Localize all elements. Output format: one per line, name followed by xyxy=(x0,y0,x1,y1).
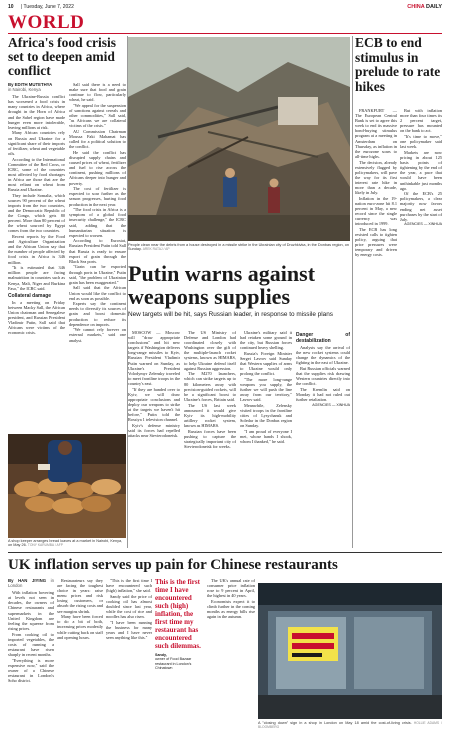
putin-deck: New targets will be hit, says Russian leader, in response to missile plans xyxy=(128,311,333,318)
africa-column-2 xyxy=(69,82,126,428)
closing-down-illustration xyxy=(258,583,442,719)
paragraph: According to Eurostat, Russian President Putin told Sall that Russia is ready to ensure export of grain through the Black Sea ports. xyxy=(69,238,126,264)
uk-photo-caption xyxy=(258,721,442,730)
paragraph: But Russian officials warned that the supplies risk drawing Western countries directly into the conflict. xyxy=(296,365,350,387)
paragraph: "Grain can be exported through ports in Ukraine," Putin said, "the problem of Ukrainian grain has been exaggerated." xyxy=(69,264,126,285)
paragraph: AU Commission Chairman Moussa Faki Mahamat has called for a political solution to the conflict. xyxy=(69,129,126,150)
paragraph: Recent reports by the Food and Agriculture Organization and the African Union say that the number of people affected by food crisis in Africa is 346 million. xyxy=(8,234,65,265)
putin-column-2 xyxy=(184,330,236,548)
paragraph: The cost of fertilizer is expected to soar further as the season progresses, hurting food production in the next year. xyxy=(69,186,126,207)
bread-market-photo xyxy=(8,434,126,538)
uk-location: in London xyxy=(8,578,54,589)
paragraph: Kyiv's defense ministry said its forces had repelled attacks near Sievierodonetsk. xyxy=(128,422,180,439)
uk-byline xyxy=(8,578,54,588)
paragraph: From cooking oil to imported vegetables, the costs of running a restaurant have risen sharply in recent months. xyxy=(8,631,54,657)
pull-quote-role: owner of Food Bazaar restaurant in London's Chinatown xyxy=(155,657,192,671)
caption-text: A "closing down" sign in a shop in London on May 18 amid the cost-of-living crisis. xyxy=(258,721,412,725)
section-rule xyxy=(8,33,442,34)
paragraph: Markets are now pricing in about 125 basis points of tightening by the end of the year, a pace that would have been unthinkable just months ago. xyxy=(400,149,442,191)
africa-byline xyxy=(8,82,65,92)
paragraph: "We appeal for the suspension of sanctions against cereals and other commodities," Sall said, "as Africans we are collateral victims of the crisis." xyxy=(69,102,126,129)
destroyed-house-photo xyxy=(128,37,350,241)
putin-photo-caption xyxy=(128,243,350,252)
pull-quote-name: Sandy, xyxy=(155,653,167,657)
paragraph: But with inflation more than four times its 2 percent target, pressure has mounted on the bank to act. xyxy=(400,108,442,134)
paragraph: Of the ECB's 25 policymakers, a clear majority now favors ending net asset purchases by the start of July. xyxy=(400,191,442,222)
photo-credit: AREK RATAJ / AP xyxy=(142,247,170,252)
uk-column-1 xyxy=(8,578,54,738)
paragraph: Meanwhile, Zelensky visited troops in the frontline cities of Lysychansk and Soledar in the Donbas region on Sunday. xyxy=(240,403,292,429)
paragraph: The ECB has long resisted calls to tighten policy, arguing that price pressures were temporary and driven by energy costs. xyxy=(355,226,397,258)
africa-headline: Africa's food crisis set to deepen amid conflict xyxy=(8,35,116,78)
paragraph: The Ukraine-Russia conflict has worsened a food crisis in many countries in Africa, where drought in the Horn of Africa and the Sahel region have made hunger even more intolerable, leaving millions at risk. xyxy=(8,94,65,130)
ecb-headline: ECB to end stimulus in prelude to rate hikes xyxy=(355,35,441,94)
paragraph: Inflation in the 19-nation euro-zone hit 8.1 percent in May, a new record since the single currency was introduced in 1999. xyxy=(355,195,397,227)
uk-column-4 xyxy=(207,578,255,738)
paragraph: "We cannot rely forever on external markets," said one analyst. xyxy=(69,327,126,343)
photo-credit: HOLLIE ADAMS / BLOOMBERG xyxy=(258,721,442,730)
paragraph: Russian forces have been pushing to capture the strategically important city of Sievierodonetsk for weeks. xyxy=(184,428,236,449)
paragraph: He said the conflict has disrupted supply chains and caused prices of wheat, fertilizer and fuel to rise across the continent, pushing millions of Africans deeper into hunger and poverty. xyxy=(69,150,126,186)
paragraph: Russia's Foreign Minister Sergei Lavrov said Sunday that Western supplies of arms to Ukraine would only prolong the conflict. xyxy=(240,350,292,377)
paragraph: "I have been running the business for many years and I have never seen anything like this." xyxy=(106,619,152,641)
paragraph: "This is the first time I have encountered such (high) inflation," she said. xyxy=(106,578,152,594)
paragraph: "If they are handed over to Kyiv, we will draw appropriate conclusions and deploy our weapons to strike at the targets we haven't hit before," Putin told the Rossiya 1 television channel. xyxy=(128,386,180,423)
uk-column-2 xyxy=(57,578,103,738)
section-title: WORLD xyxy=(8,12,85,33)
paragraph: Many have been forced to do a bit of both, increasing prices modestly while cutting back on staff and opening hours. xyxy=(57,614,103,640)
paragraph: "The more long-range weapons you supply, the further we will push the line away from our territory," Lavrov said. xyxy=(240,377,292,403)
paragraph: "The food crisis in Africa is a symptom of a global food insecurity challenge," the ICRC said, adding that the humanitarian situation is expected to worsen. xyxy=(69,207,126,238)
paragraph: FRANKFURT — The European Central Bank is set to agree this week to end its massive bond-buying stimulus program at a meeting in Amsterdam on Thursday, as inflation in the eurozone soars to all-time highs. xyxy=(355,108,397,159)
paragraph: Ukraine's military said it had retaken some ground in the city, but Russian forces continued heavy shelling. xyxy=(240,330,292,351)
agency-credit: AGENCIES — XINHUA xyxy=(312,402,350,407)
pull-quote-attribution xyxy=(155,653,203,671)
paragraph: "It's time to move," one policymaker said last week. xyxy=(400,134,442,150)
paragraph: The UK's annual rate of consumer price inflation rose to 9 percent in April, the highest in 40 years. xyxy=(207,578,255,599)
agency-credit: AGENCIES — XINHUA xyxy=(404,222,442,227)
africa-column-1 xyxy=(8,82,65,428)
paragraph: Analysts say the arrival of the new rocket systems could change the dynamics of the fighting in the east of Ukraine. xyxy=(296,345,350,366)
uk-photo-caption-block xyxy=(258,721,442,745)
paragraph: They include Somalia, which sources 90 percent of the wheat imports from the two countries, and the Democratic Republic of the Congo, which gets 80 percent. More than 80 percent of the wheat sourced by Egypt comes from the two countries. xyxy=(8,192,65,234)
africa-author: By EDITH MUTETHYA xyxy=(8,82,53,87)
paragraph: "Everything is more expensive now," said the owner of a Chinese restaurant in London's Soho district. xyxy=(8,657,54,683)
brand-second: DAILY xyxy=(424,4,442,10)
destroyed-house-illustration xyxy=(128,37,350,241)
paragraph: In a meeting on Friday between Macky Sall, the African Union chairman and Senegalese president, and Russian President Vladimir Putin, Sall said that Africans were victims of the economic crisis. xyxy=(8,299,65,336)
paragraph: "I am proud of everyone I met, whose hands I shook, whom I thanked," he said. xyxy=(240,429,292,445)
uk-author: By HAN JIYING xyxy=(8,578,47,583)
paragraph: The US Ministry of Defense and London had coordinated closely with Washington over the gift of the multiple-launch rocket systems, known as HIMARS, to help Ukraine defend itself against Russian aggression. xyxy=(184,330,236,371)
ecb-column-1 xyxy=(355,108,397,548)
masthead-brand xyxy=(407,4,442,10)
caption-text: People clean near the debris from a house destroyed in a missile strike in the Ukrainian city of Druzhkivka, in the Donbas region, on Sunday. xyxy=(128,243,349,252)
paragraph: Economists expect it to climb further in the coming months as energy bills rise again in the autumn. xyxy=(207,598,255,620)
photo-credit: TONY KARUMBA / AFP xyxy=(27,543,63,548)
putin-subhead: Danger of destabilization xyxy=(296,332,350,344)
ecb-column-2 xyxy=(400,108,442,548)
africa-photo-caption xyxy=(8,539,126,548)
bread-market-illustration xyxy=(8,434,126,538)
page-number: 10 xyxy=(8,4,14,10)
closing-down-photo xyxy=(258,583,442,719)
paragraph: Sall said that the African Union would like the conflict to end as soon as possible. xyxy=(69,285,126,301)
putin-column-3 xyxy=(240,330,292,548)
paragraph: MOSCOW — Moscow will "draw appropriate conclusions" and hit new targets if Washington delivers long-range missiles to Kyiv, Russian President Vladimir Putin warned on Sunday, as Ukraine's President Volodymyr Zelensky traveled to meet frontline troops in the country's east. xyxy=(128,330,180,386)
uk-headline: UK inflation serves up pain for Chinese restaurants xyxy=(8,557,338,573)
paragraph: With inflation hovering at levels not seen in decades, the owners of Chinese restaurants and supermarkets in the United Kingdom are feeling the squeeze from rising prices. xyxy=(8,590,54,631)
brand-first: CHINA xyxy=(407,4,425,10)
paragraph: According to the International Committee of the Red Cross, or ICRC, some of the countries most affected by food shortages in Africa are those that are the most reliant on wheat from Russia and Ukraine. xyxy=(8,156,65,193)
putin-column-4 xyxy=(296,330,350,548)
uk-pull-quote xyxy=(155,578,203,671)
paragraph: "It is estimated that 346 million people are facing malnutrition in countries such as Kenya, Mali, Niger and Burkina Faso," the ICRC said. xyxy=(8,265,65,291)
column-divider xyxy=(352,36,353,548)
pull-quote-text: This is the first time I have encountered such (high) inflation, the first time my restaurant has encountered such dilemmas. xyxy=(155,578,201,650)
putin-headline: Putin warns against weapons supplies xyxy=(128,261,316,309)
paragraph: Many African countries rely on Russia and Ukraine for a significant share of their imports of fertilizer, wheat and vegetable oils. xyxy=(8,130,65,156)
paragraph: Experts say the continent needs to diversify its sources of grain and boost domestic production to reduce its dependence on imports. xyxy=(69,301,126,327)
africa-subhead: Collateral damage xyxy=(8,292,52,299)
paragraph: Sandy said the price of cooking oil has almost doubled since last year, while the cost of rice and noodles has also risen. xyxy=(106,593,152,620)
paragraph: The decision, already extensively flagged by policymakers, will pave the way for its first interest rate hike in more than a decade, likely in July. xyxy=(355,159,397,196)
paragraph: The Kremlin said on Monday it had not ruled out further retaliation. xyxy=(296,386,350,403)
paragraph: The US last week announced it would give Kyiv its high-mobility artillery rocket system, known as HIMARS. xyxy=(184,402,236,428)
caption-text: A shop keeper arranges bread loaves at a market in Nairobi, Kenya, on May 26. xyxy=(8,539,123,548)
putin-column-1 xyxy=(128,330,180,548)
paragraph: The M270 launchers, which can strike targets up to 80 kilometers away with precision-guided rockets, will be a significant boost to Ukraine's forces, Britain said. xyxy=(184,371,236,402)
uk-column-3 xyxy=(106,578,152,738)
page-date: | Tuesday, June 7, 2022 xyxy=(20,4,74,10)
section-divider xyxy=(8,552,442,553)
africa-location: in Nairobi, Kenya xyxy=(8,87,41,93)
paragraph: Restaurateurs say they are facing the toughest choice in years: raise menu prices and risk losing customers, or absorb the rising costs and see margins shrink. xyxy=(57,578,103,614)
paragraph: Sall said there is a need to make sure that food and grain continue to flow, particularly wheat, he said. xyxy=(69,82,126,103)
